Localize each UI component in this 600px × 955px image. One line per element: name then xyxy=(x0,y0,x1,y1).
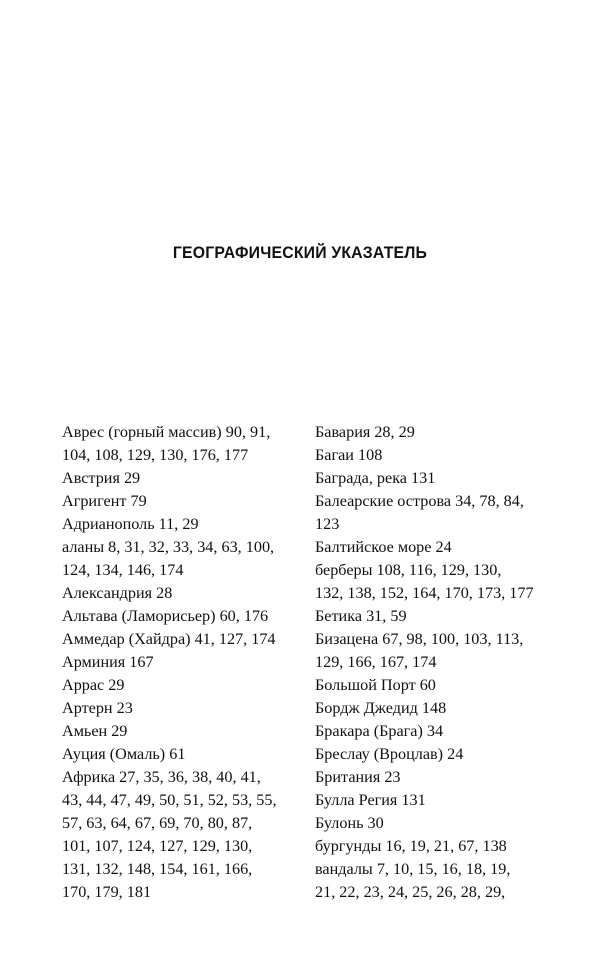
index-line: Агригент 79 xyxy=(62,492,147,510)
index-line: 43, 44, 47, 49, 50, 51, 52, 53, 55, xyxy=(62,791,277,809)
index-line: 170, 179, 181 xyxy=(62,883,152,901)
index-line: Арминия 167 xyxy=(62,653,154,671)
index-line: 129, 166, 167, 174 xyxy=(315,653,437,671)
index-line: Баграда, река 131 xyxy=(315,469,436,487)
index-line: Аврес (горный массив) 90, 91, xyxy=(62,423,271,441)
index-line: Адрианополь 11, 29 xyxy=(62,515,199,533)
index-line: Альтава (Ламорисьер) 60, 176 xyxy=(62,607,269,625)
index-line: Булла Регия 131 xyxy=(315,791,426,809)
index-line: Бетика 31, 59 xyxy=(315,607,407,625)
index-line: аланы 8, 31, 32, 33, 34, 63, 100, xyxy=(62,538,275,556)
index-line: Австрия 29 xyxy=(62,469,141,487)
index-line: 132, 138, 152, 164, 170, 173, 177 xyxy=(315,584,534,602)
index-line: Булонь 30 xyxy=(315,814,384,832)
index-line: Аммедар (Хайдра) 41, 127, 174 xyxy=(62,630,276,648)
index-line: 101, 107, 124, 127, 129, 130, xyxy=(62,837,253,855)
index-line: Амьен 29 xyxy=(62,722,128,740)
index-line: 104, 108, 129, 130, 176, 177 xyxy=(62,446,249,464)
index-line: Африка 27, 35, 36, 38, 40, 41, xyxy=(62,768,261,786)
index-line: берберы 108, 116, 129, 130, xyxy=(315,561,502,579)
index-line: Артерн 23 xyxy=(62,699,133,717)
index-line: Аррас 29 xyxy=(62,676,125,694)
index-line: Бреслау (Вроцлав) 24 xyxy=(315,745,464,763)
index-line: 123 xyxy=(315,515,340,533)
index-line: Балтийское море 24 xyxy=(315,538,452,556)
index-line: Ауция (Омаль) 61 xyxy=(62,745,186,763)
index-line: Большой Порт 60 xyxy=(315,676,436,694)
index-line: 57, 63, 64, 67, 69, 70, 80, 87, xyxy=(62,814,253,832)
index-line: Бизацена 67, 98, 100, 103, 113, xyxy=(315,630,524,648)
index-line: 131, 132, 148, 154, 161, 166, xyxy=(62,860,253,878)
index-line: бургунды 16, 19, 21, 67, 138 xyxy=(315,837,507,855)
index-column-right xyxy=(315,421,550,904)
index-line: 21, 22, 23, 24, 25, 26, 28, 29, xyxy=(315,883,506,901)
index-line: Британия 23 xyxy=(315,768,401,786)
index-line: Багаи 108 xyxy=(315,446,383,464)
index-column-left xyxy=(62,421,294,904)
index-line: Бракара (Брага) 34 xyxy=(315,722,444,740)
index-line: вандалы 7, 10, 15, 16, 18, 19, xyxy=(315,860,511,878)
index-line: Бордж Джедид 148 xyxy=(315,699,447,717)
index-line: Александрия 28 xyxy=(62,584,173,602)
index-line: Бавария 28, 29 xyxy=(315,423,415,441)
page-title: ГЕОГРАФИЧЕСКИЙ УКАЗАТЕЛЬ xyxy=(172,243,428,262)
index-line: 124, 134, 146, 174 xyxy=(62,561,184,579)
index-line: Балеарские острова 34, 78, 84, xyxy=(315,492,524,510)
